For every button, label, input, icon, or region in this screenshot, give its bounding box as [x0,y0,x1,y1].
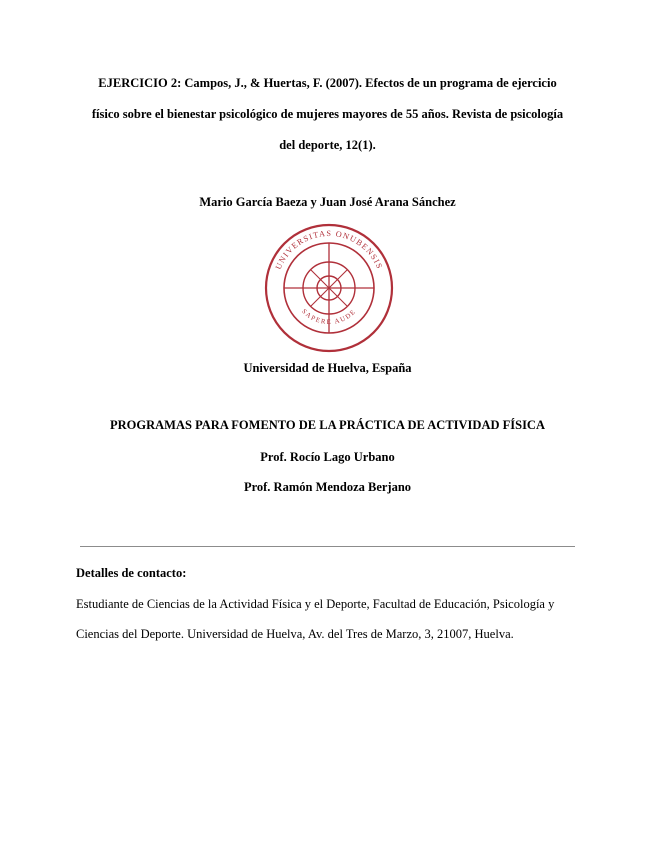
program-title: PROGRAMAS PARA FOMENTO DE LA PRÁCTICA DE ACTIVIDAD FÍSICA [110,418,545,432]
contact-line-2: Ciencias del Deporte. Universidad de Huelva, Av. del Tres de Marzo, 3, 21007, Huelva. [76,627,514,641]
university-affiliation: Universidad de Huelva, España [243,361,412,375]
authors: Mario García Baeza y Juan José Arana Sánchez [199,195,456,209]
professor-1: Prof. Rocío Lago Urbano [260,450,395,464]
horizontal-divider [80,546,575,547]
citation-line-1: EJERCICIO 2: Campos, J., & Huertas, F. (2007). Efectos de un programa de ejercicio [98,76,557,90]
professor-2: Prof. Ramón Mendoza Berjano [243,480,412,494]
citation-line-2: físico sobre el bienestar psicológico de mujeres mayores de 55 años. Revista de psicología [91,107,564,121]
seal-outer-text: UNIVERSITAS ONUBENSIS [273,228,385,271]
contact-line-1: Estudiante de Ciencias de la Actividad Física y el Deporte, Facultad de Educación, Psicología y [76,597,555,611]
university-seal-icon [263,222,395,354]
seal-inner-text: SAPERE AUDE [300,307,358,327]
citation-line-3: del deporte, 12(1). [279,138,376,152]
contact-heading: Detalles de contacto: [76,566,187,580]
